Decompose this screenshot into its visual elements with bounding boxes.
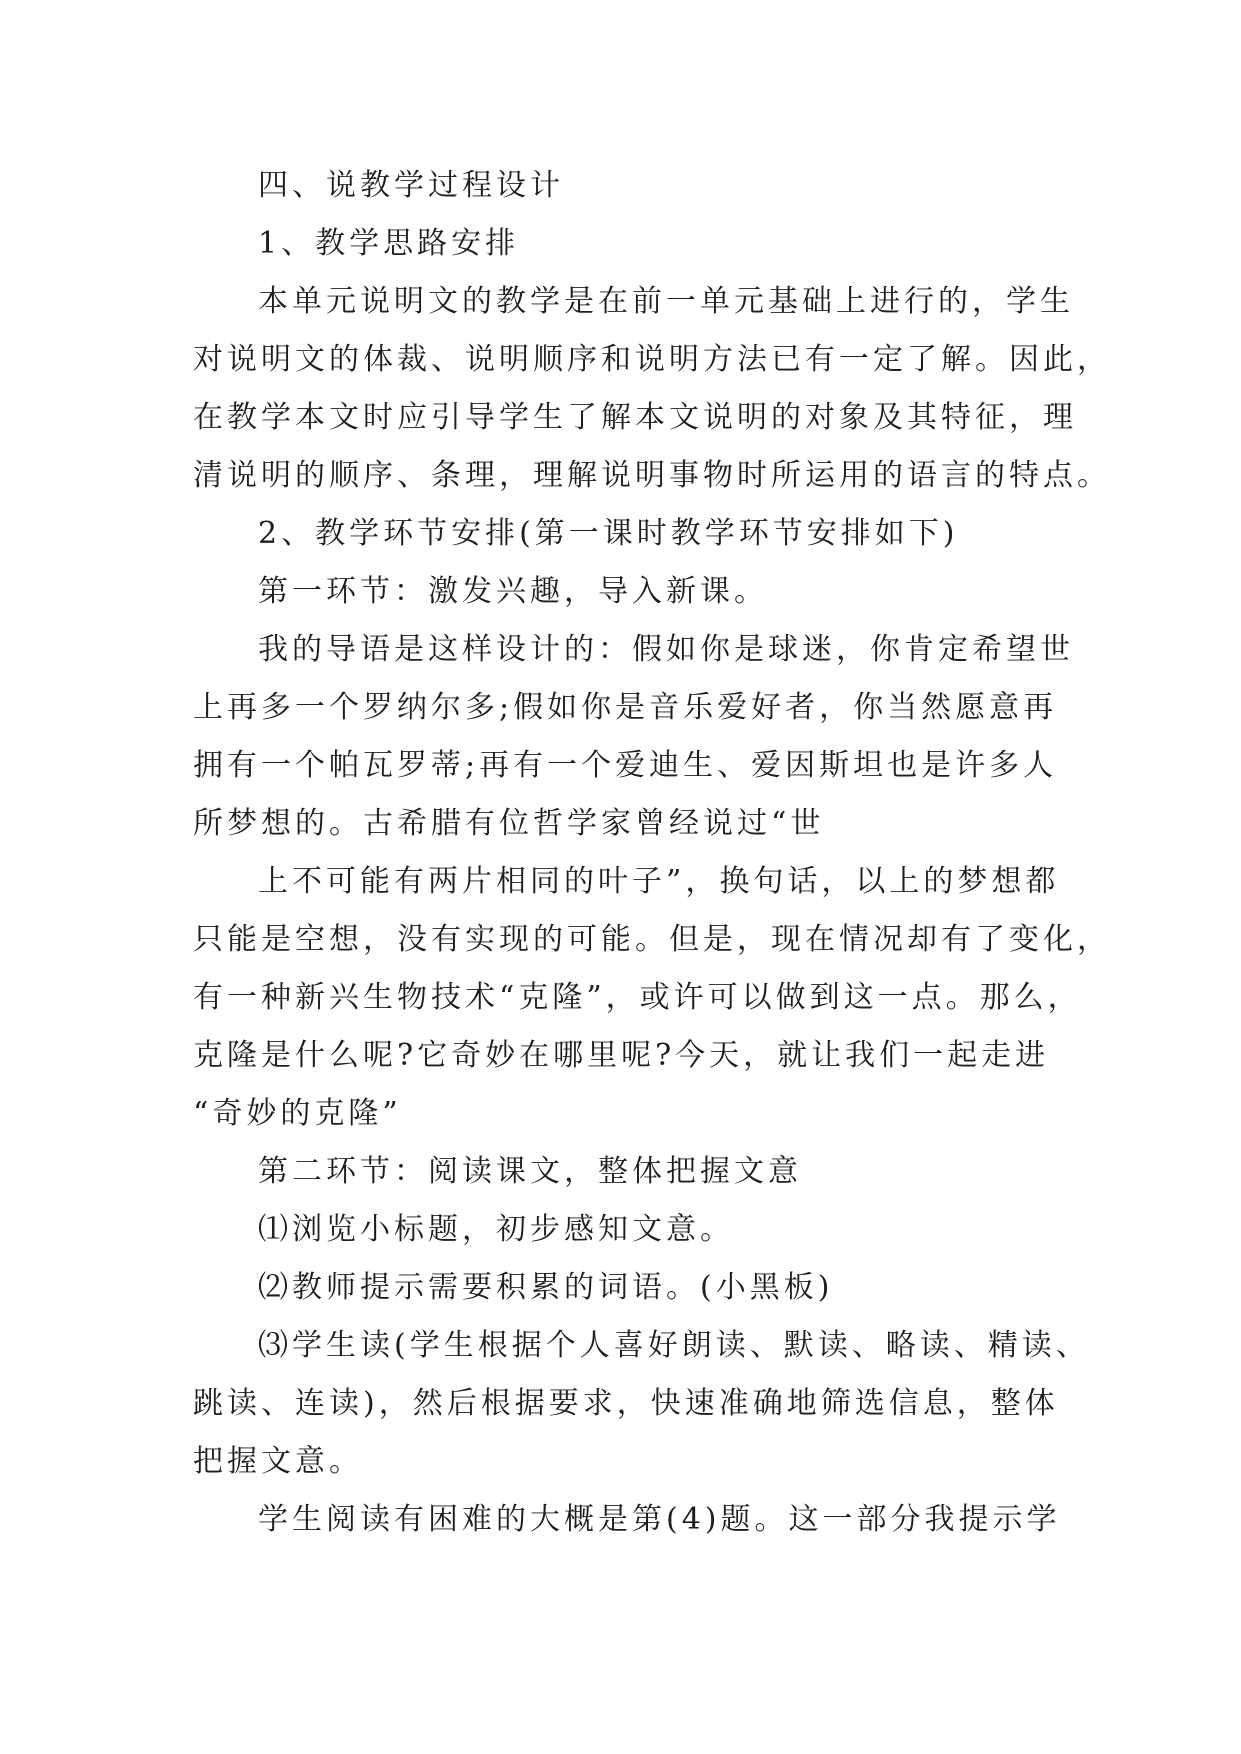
step-heading: 第一环节：激发兴趣，导入新课。 xyxy=(258,574,768,609)
paragraph-line: 我的导语是这样设计的：假如你是球迷，你肯定希望世 xyxy=(258,632,1074,667)
step-heading: 第二环节：阅读课文，整体把握文意 xyxy=(258,1154,802,1189)
list-item: ⑶学生读(学生根据个人喜好朗读、默读、略读、精读、 xyxy=(258,1328,1090,1363)
paragraph-line: 上再多一个罗纳尔多;假如你是音乐爱好者，你当然愿意再 xyxy=(193,690,1058,725)
paragraph-line: 拥有一个帕瓦罗蒂;再有一个爱迪生、爱因斯坦也是许多人 xyxy=(193,748,1058,783)
paragraph-line: 学生阅读有困难的大概是第(4)题。这一部分我提示学 xyxy=(258,1502,1061,1537)
list-item: ⑵教师提示需要积累的词语。(小黑板) xyxy=(258,1270,834,1305)
paragraph-line: 克隆是什么呢?它奇妙在哪里呢?今天，就让我们一起走进 xyxy=(193,1038,1050,1073)
subsection-heading: 1、教学思路安排 xyxy=(258,226,520,261)
paragraph-line: 清说明的顺序、条理，理解说明事物时所运用的语言的特点。 xyxy=(193,458,1111,493)
paragraph-line: 有一种新兴生物技术“克隆”，或许可以做到这一点。那么， xyxy=(193,980,1082,1015)
paragraph-line: 上不可能有两片相同的叶子”，换句话，以上的梦想都 xyxy=(258,864,1060,899)
paragraph-line: 把握文意。 xyxy=(193,1444,363,1479)
subsection-heading: 2、教学环节安排(第一课时教学环节安排如下) xyxy=(258,516,959,551)
paragraph-line: 所梦想的。古希腊有位哲学家曾经说过“世 xyxy=(193,806,825,841)
paragraph-line: “奇妙的克隆” xyxy=(193,1096,402,1131)
paragraph-line: 只能是空想，没有实现的可能。但是，现在情况却有了变化， xyxy=(193,922,1111,957)
paragraph-line: 本单元说明文的教学是在前一单元基础上进行的，学生 xyxy=(258,284,1074,319)
list-item: ⑴浏览小标题，初步感知文意。 xyxy=(258,1212,734,1247)
section-heading: 四、说教学过程设计 xyxy=(258,168,564,203)
paragraph-line: 跳读、连读)，然后根据要求，快速准确地筛选信息，整体 xyxy=(193,1386,1059,1421)
paragraph-line: 在教学本文时应引导学生了解本文说明的对象及其特征，理 xyxy=(193,400,1077,435)
paragraph-line: 对说明文的体裁、说明顺序和说明方法已有一定了解。因此， xyxy=(193,342,1111,377)
